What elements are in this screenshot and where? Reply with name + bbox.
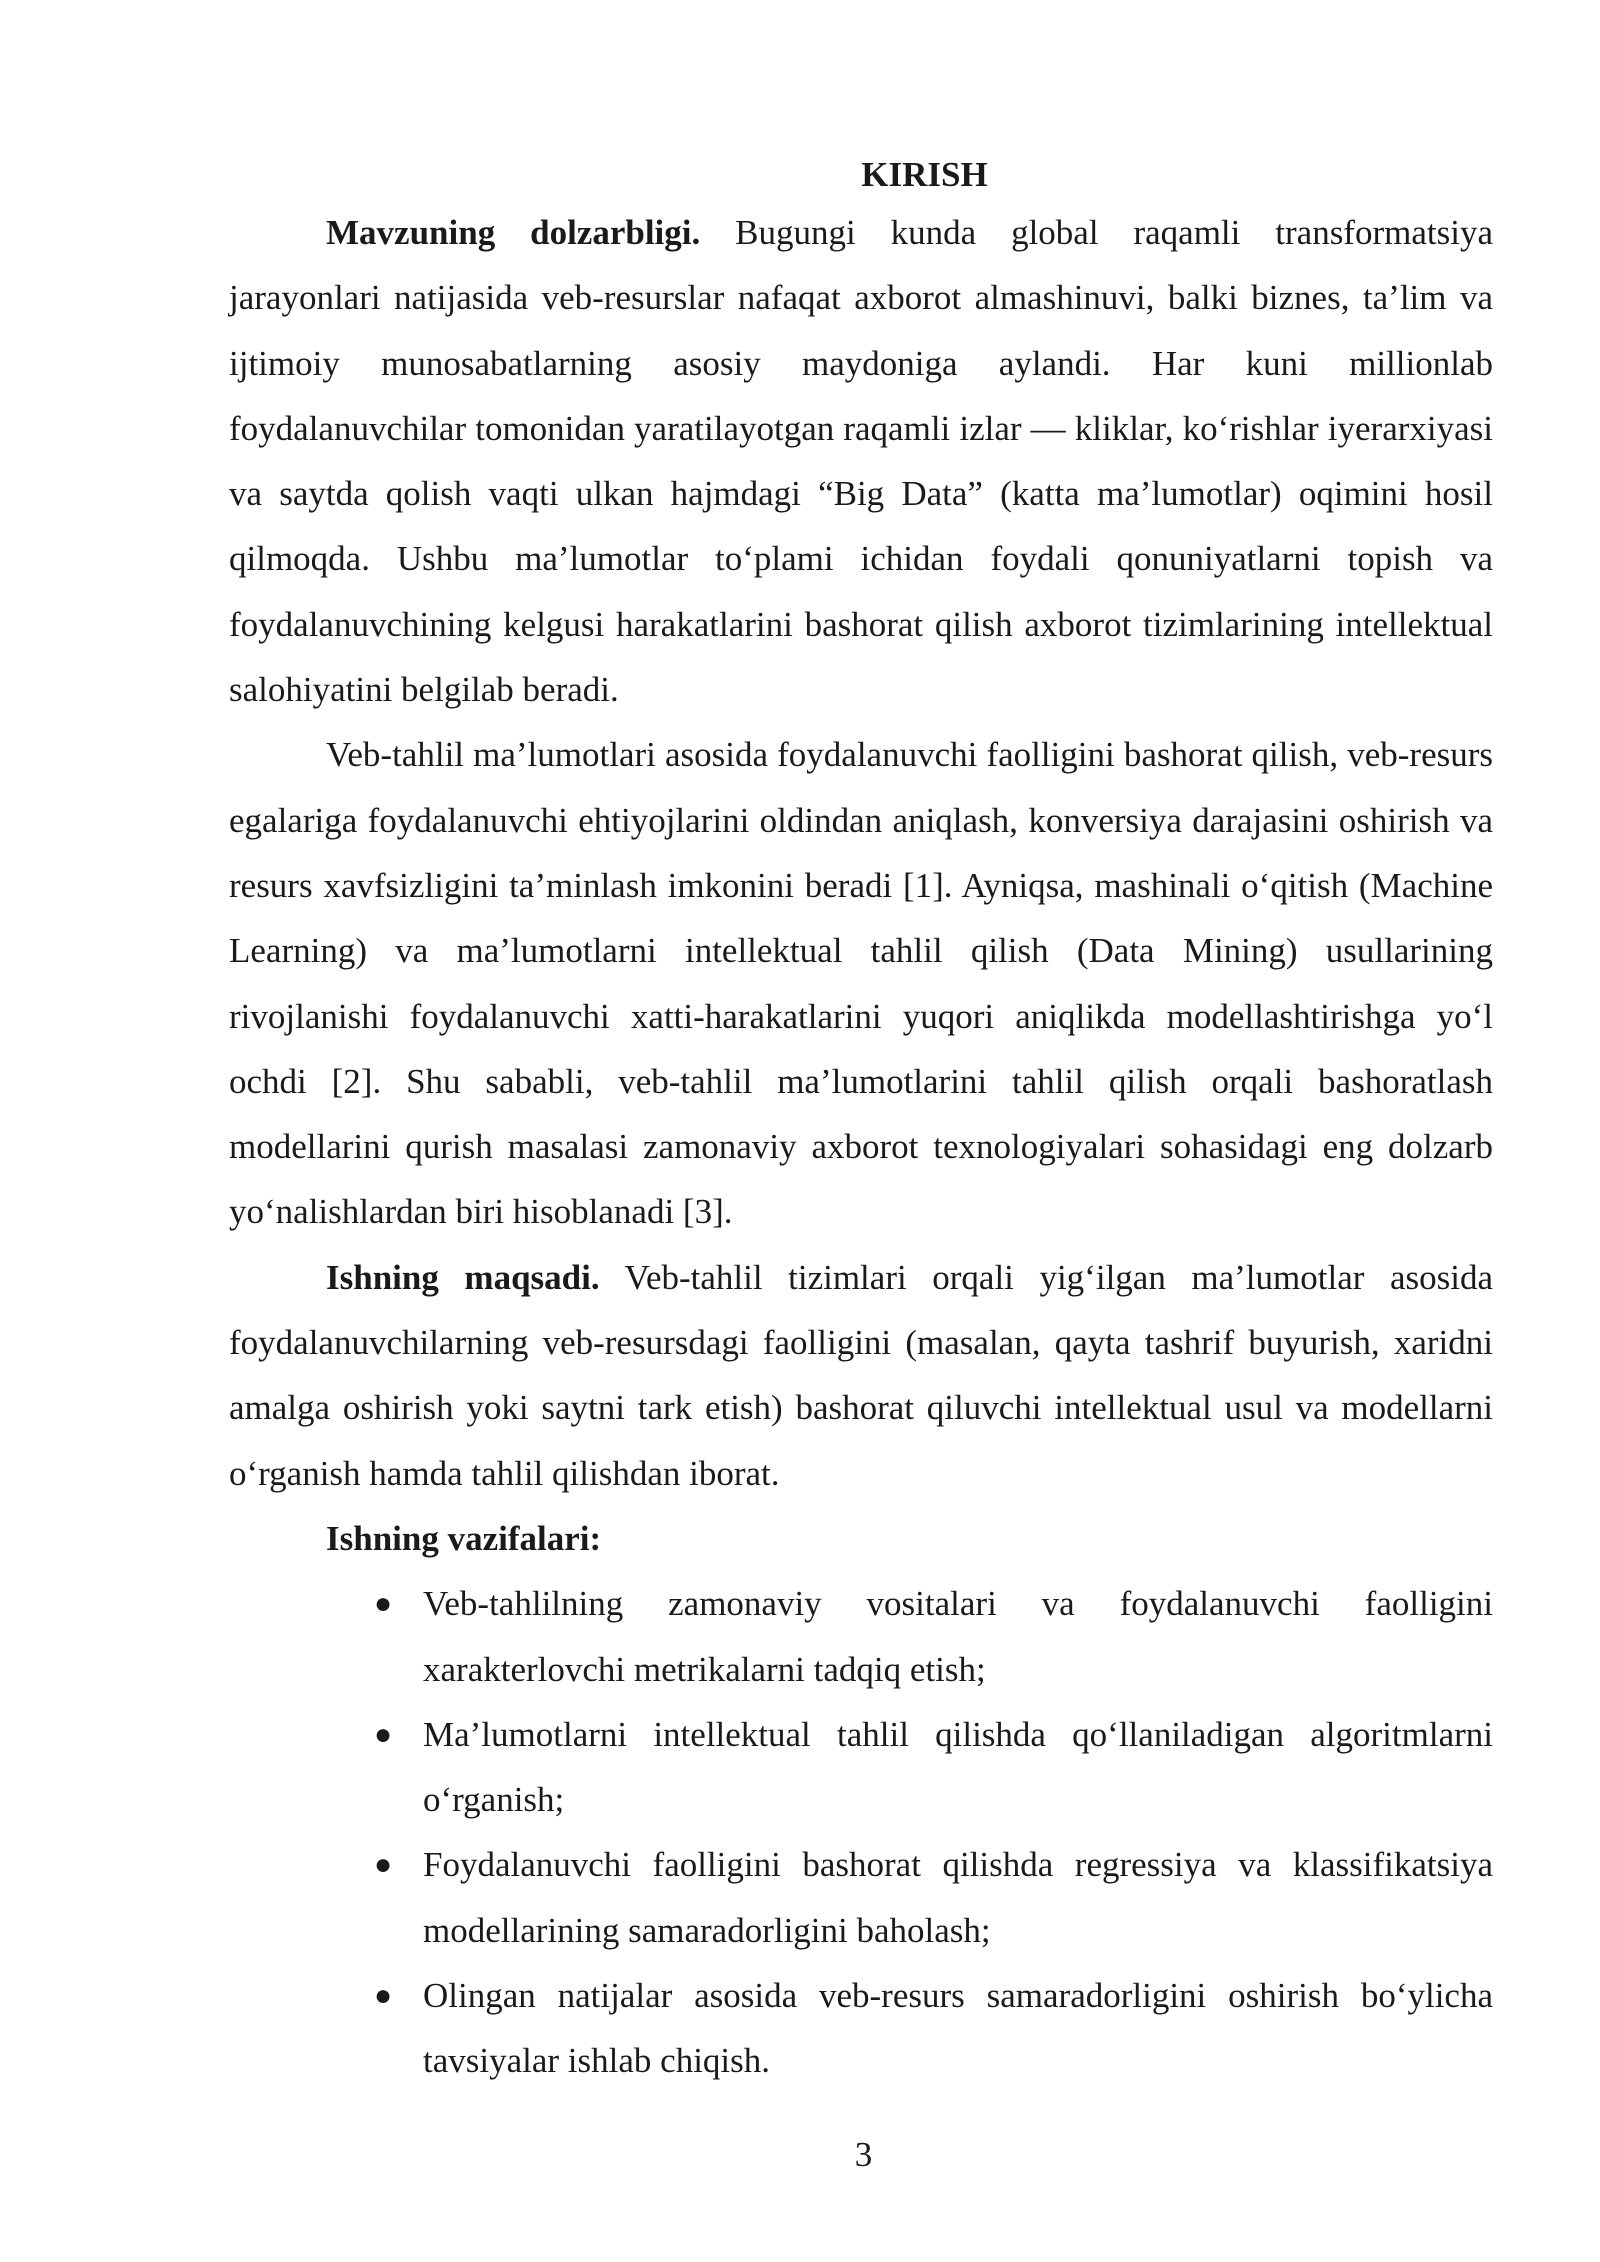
page-number: 3 [854, 2135, 873, 2174]
task-item [229, 1832, 1493, 1963]
goal-paragraph [229, 1245, 1493, 1506]
relevance-paragraph [229, 200, 1493, 722]
task-text: Veb-tahlilning zamonaviy vositalari va foydalanuvchi faolligini xarakterlovchi metrikalarni tadqiq etish; [423, 1584, 1493, 1689]
bullet-icon: ● [374, 1979, 393, 2013]
task-item [229, 1702, 1493, 1833]
relevance-lead: Mavzuning dolzarbligi. [326, 213, 701, 252]
bullet-icon: ● [374, 1587, 393, 1621]
bullet-icon: ● [374, 1848, 393, 1882]
goal-lead: Ishning maqsadi. [326, 1257, 600, 1297]
tasks-heading: Ishning vazifalari: [326, 1518, 602, 1558]
task-text: Ma’lumotlarni intellektual tahlil qilishda qo‘llaniladigan algoritmlarni o‘rganish; [423, 1714, 1493, 1820]
task-item [229, 1963, 1493, 2094]
page-content [229, 150, 1493, 2094]
relevance-text: Bugungi kunda global raqamli transformatsiya jarayonlari natijasida veb-resurslar nafaqat axborot almashinuvi, balki biznes, ta’lim va ijtimoiy munosabatlarning asosiy maydoniga aylandi. Har kuni millionlab foydalanuvchilar tomonidan yaratilayotgan raqamli izlar — kliklar, ko‘rishlar iyerarxiyasi va saytda qolish vaqti ulkan hajmdagi “Big Data” (katta ma’lumotlar) oqimini hosil qilmoqda. Ushbu ma’lumotlar to‘plami ichidan foydali qonuniyatlarni topish va foydalanuvchining kelgusi harakatlarini bashorat qilish axborot tizimlarining intellektual salohiyatini belgilab beradi. [229, 213, 1493, 710]
tasks-list [229, 1571, 1493, 2093]
section-title: KIRISH [861, 155, 988, 194]
prediction-paragraph: Veb-tahlil ma’lumotlari asosida foydalanuvchi faolligini bashorat qilish, veb-resurs egalariga foydalanuvchi ehtiyojlarini oldindan aniqlash, konversiya darajasini oshirish va resurs xavfsizligini ta’minlash imkonini beradi [1]. Ayniqsa, mashinali o‘qitish (Machine Learning) va ma’lumotlarni intellektual tahlil qilish (Data Mining) usullarining rivojlanishi foydalanuvchi xatti-harakatlarini yuqori aniqlikda modellashtirishga yo‘l ochdi [2]. Shu sababli, veb-tahlil ma’lumotlarini tahlil qilish orqali bashoratlash modellarini qurish masalasi zamonaviy axborot texnologiyalari sohasidagi eng dolzarb yo‘nalishlardan biri hisoblanadi [3]. [229, 735, 1493, 1232]
task-item [229, 1571, 1493, 1702]
goal-text: Veb-tahlil tizimlari orqali yig‘ilgan ma’lumotlar asosida foydalanuvchilarning veb-resursdagi faolligini (masalan, qayta tashrif buyurish, xaridni amalga oshirish yoki saytni tark etish) bashorat qiluvchi intellektual usul va modellarni o‘rganish hamda tahlil qilishdan iborat. [229, 1257, 1493, 1493]
bullet-icon: ● [374, 1717, 393, 1751]
task-text: Foydalanuvchi faolligini bashorat qilishda regressiya va klassifikatsiya modellarining samaradorligini baholash; [423, 1845, 1493, 1950]
task-text: Olingan natijalar asosida veb-resurs samaradorligini oshirish bo‘ylicha tavsiyalar ishlab chiqish. [423, 1976, 1493, 2081]
